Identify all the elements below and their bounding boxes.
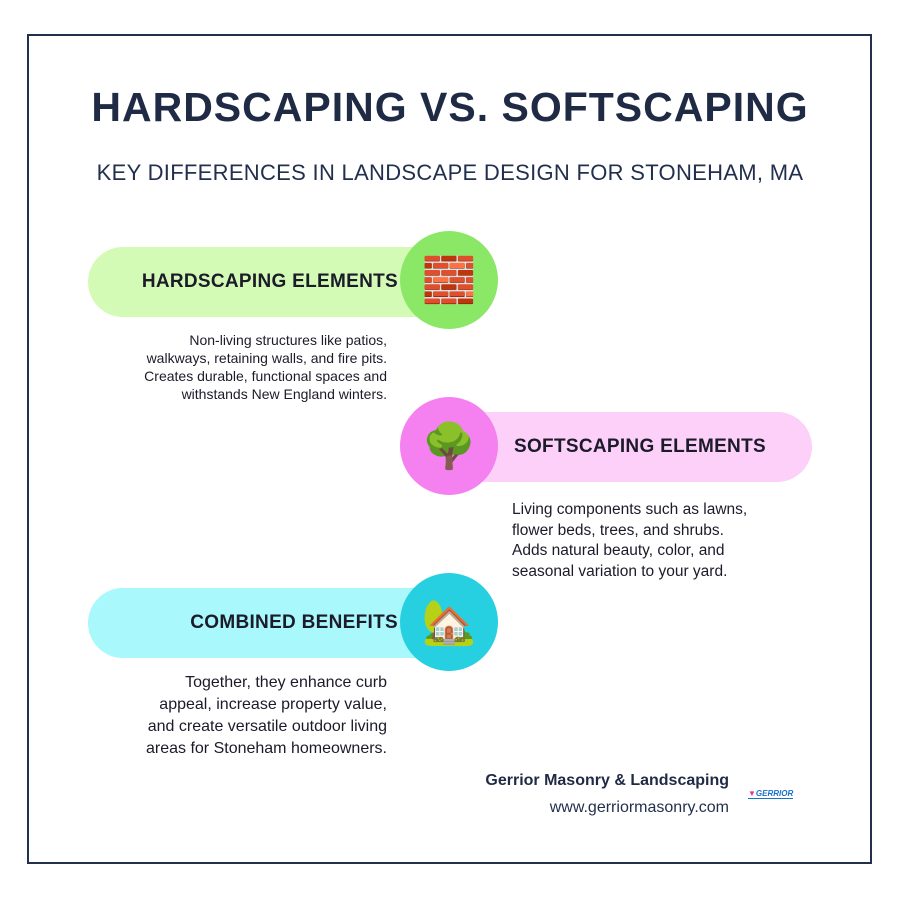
description-line: walkways, retaining walls, and fire pits. bbox=[146, 350, 387, 366]
description-line: and create versatile outdoor living bbox=[147, 718, 387, 735]
description-line: areas for Stoneham homeowners. bbox=[145, 740, 387, 757]
combined-benefits-heading: COMBINED BENEFITS bbox=[190, 612, 398, 633]
company-name: Gerrior Masonry & Landscaping bbox=[485, 772, 729, 789]
logo-text: GERRIOR bbox=[755, 789, 794, 798]
description-line: seasonal variation to your yard. bbox=[512, 562, 728, 580]
page-title: HARDSCAPING VS. SOFTSCAPING bbox=[91, 84, 809, 130]
brick-icon: 🧱 bbox=[400, 231, 498, 329]
description-line: Creates durable, functional spaces and bbox=[144, 368, 387, 384]
softscaping-description bbox=[512, 500, 747, 582]
house-with-garden-icon: 🏡 bbox=[400, 573, 498, 671]
combined-benefits-description bbox=[146, 672, 387, 760]
company-website[interactable]: www.gerriormasonry.com bbox=[549, 799, 729, 816]
tree-icon: 🌳 bbox=[400, 397, 498, 495]
description-line: Living components such as lawns, bbox=[512, 501, 748, 518]
softscaping-heading: SOFTSCAPING ELEMENTS bbox=[514, 436, 766, 457]
combined-benefits-heading-pill bbox=[88, 588, 450, 658]
hardscaping-description bbox=[144, 331, 387, 403]
company-logo bbox=[748, 789, 793, 799]
description-line: Non-living structures like patios, bbox=[189, 332, 387, 348]
hardscaping-heading-pill bbox=[88, 247, 450, 317]
softscaping-heading-pill bbox=[449, 412, 812, 482]
description-line: Together, they enhance curb bbox=[185, 674, 387, 691]
page-subtitle: KEY DIFFERENCES IN LANDSCAPE DESIGN FOR STONEHAM, MA bbox=[96, 160, 804, 185]
logo-mark-icon: ▼ bbox=[748, 789, 756, 798]
description-line: Adds natural beauty, color, and bbox=[512, 542, 725, 559]
hardscaping-heading: HARDSCAPING ELEMENTS bbox=[141, 271, 398, 292]
description-line: appeal, increase property value, bbox=[159, 696, 387, 713]
description-line: withstands New England winters. bbox=[181, 386, 387, 402]
description-line: flower beds, trees, and shrubs. bbox=[512, 521, 724, 539]
